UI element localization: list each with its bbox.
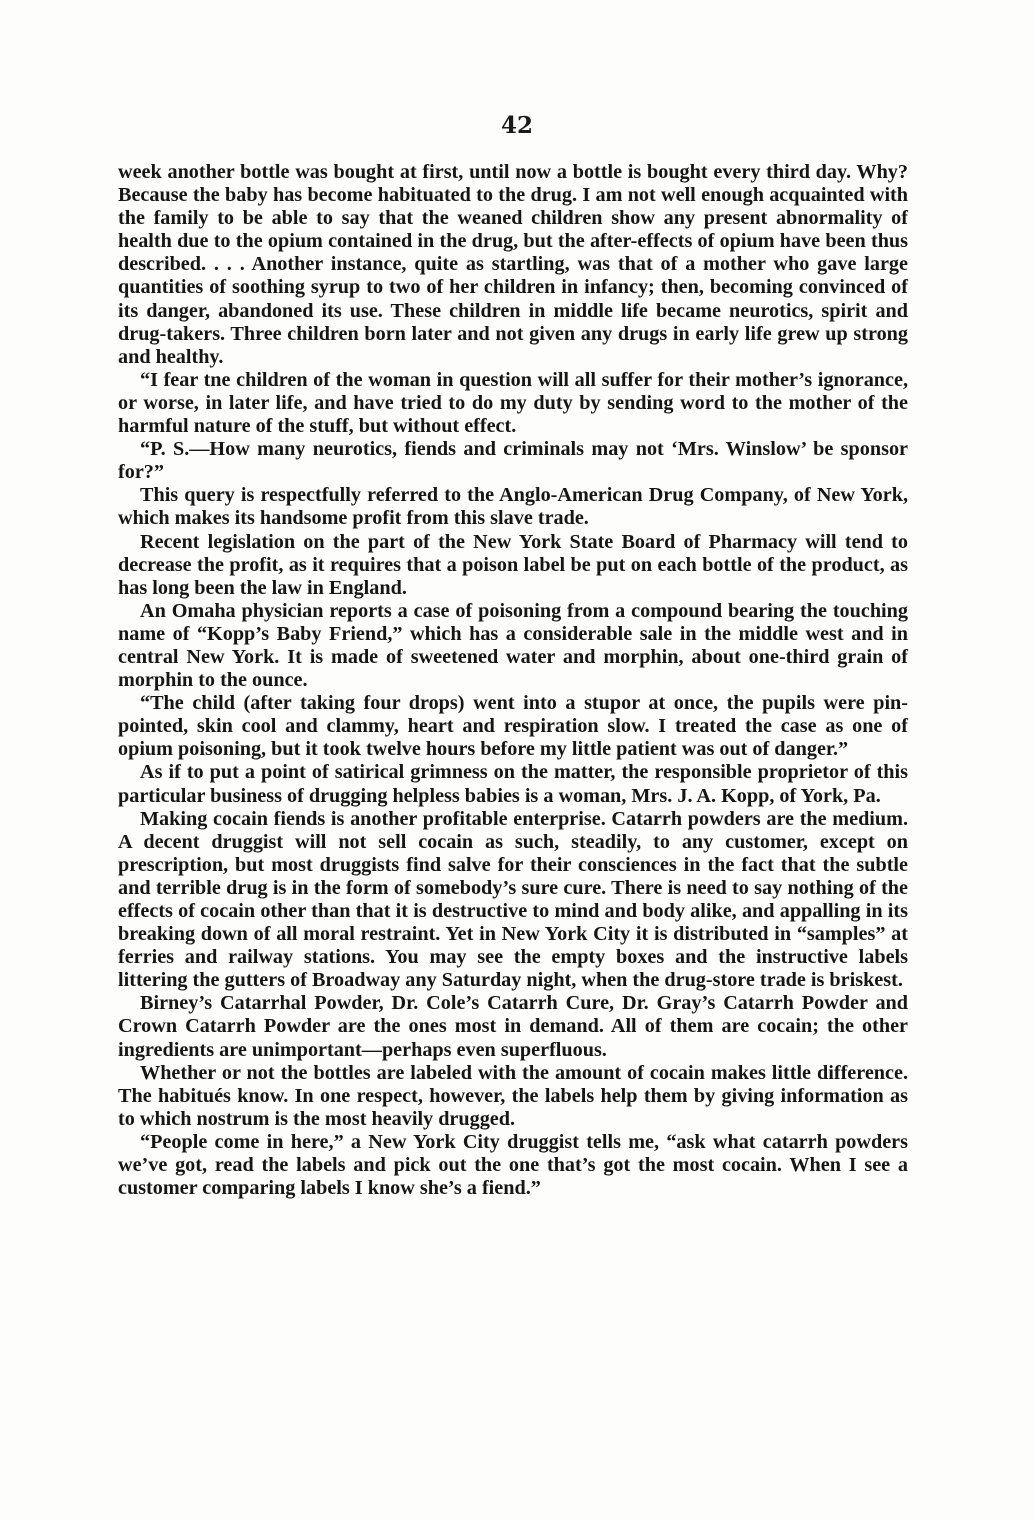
paragraph: week another bottle was bought at first, until now a bottle is bought every third day. Why? Because the baby has become habituated to the drug. I am not well enough acquainted with the family to be able to say that the weaned children show any present abnormality of health due to the opium contained in the drug, but the after-effects of opium have been thus described. . . . Another instance, quite as startling, was that of a mother who gave large quantities of soothing syrup to two of her children in infancy; then, becoming convinced of its danger, abandoned its use. These children in middle life became neurotics, spirit and drug-takers. Three children born later and not given any drugs in early life grew up strong and healthy. [118,161,908,368]
paragraph: Birney’s Catarrhal Powder, Dr. Cole’s Catarrh Cure, Dr. Gray’s Catarrh Powder and Crown Catarrh Powder are the ones most in demand. All of them are cocain; the other ingredients are unimportant—perhaps even superfluous. [118,992,908,1061]
paragraph: “People come in here,” a New York City druggist tells me, “ask what catarrh powders we’ve got, read the labels and pick out the one that’s got the most cocain. When I see a customer comparing labels I know she’s a fiend.” [118,1130,908,1200]
paragraph: “I fear tne children of the woman in question will all suffer for their mother’s ignorance, or worse, in later life, and have tried to do my duty by sending word to the mother of the harmful nature of the stuff, but without effect. [118,368,908,438]
page-number: 42 [500,112,533,139]
paragraph: Making cocain fiends is another profitable enterprise. Catarrh powders are the medium. A decent druggist will not sell cocain as such, steadily, to any customer, except on prescription, but most druggists find salve for their consciences in the fact that the subtle and terrible drug is in the form of somebody’s sure cure. There is need to say nothing of the effects of cocain other than that it is destructive to mind and body alike, and appalling in its breaking down of all moral restraint. Yet in New York City it is distributed in “samples” at ferries and railway stations. You may see the empty boxes and the instructive labels littering the gutters of Broadway any Saturday night, when the drug-store trade is briskest. [118,807,908,992]
paragraph: “The child (after taking four drops) went into a stupor at once, the pupils were pin-pointed, skin cool and clammy, heart and respiration slow. I treated the case as one of opium poisoning, but it took twelve hours before my little patient was out of danger.” [118,692,908,761]
paragraph: Recent legislation on the part of the New York State Board of Pharmacy will tend to decrease the profit, as it requires that a poison label be put on each bottle of the product, as has long been the law in England. [118,530,908,599]
paragraph: “P. S.—How many neurotics, fiends and criminals may not ‘Mrs. Winslow’ be sponsor for?” [118,438,908,484]
paragraph: An Omaha physician reports a case of poisoning from a compound bearing the touching name of “Kopp’s Baby Friend,” which has a considerable sale in the middle west and in central New York. It is made of sweetened water and morphin, about one-third grain of morphin to the ounce. [118,599,908,692]
body-text [118,161,908,1200]
paragraph: This query is respectfully referred to the Anglo-American Drug Company, of New York, which makes its handsome profit from this slave trade. [118,484,908,530]
paragraph: Whether or not the bottles are labeled with the amount of cocain makes little difference. The habitués know. In one respect, however, the labels help them by giving information as to which nostrum is the most heavily drugged. [118,1061,908,1130]
paragraph: As if to put a point of satirical grimness on the matter, the responsible proprietor of this particular business of drugging helpless babies is a woman, Mrs. J. A. Kopp, of York, Pa. [118,761,908,807]
